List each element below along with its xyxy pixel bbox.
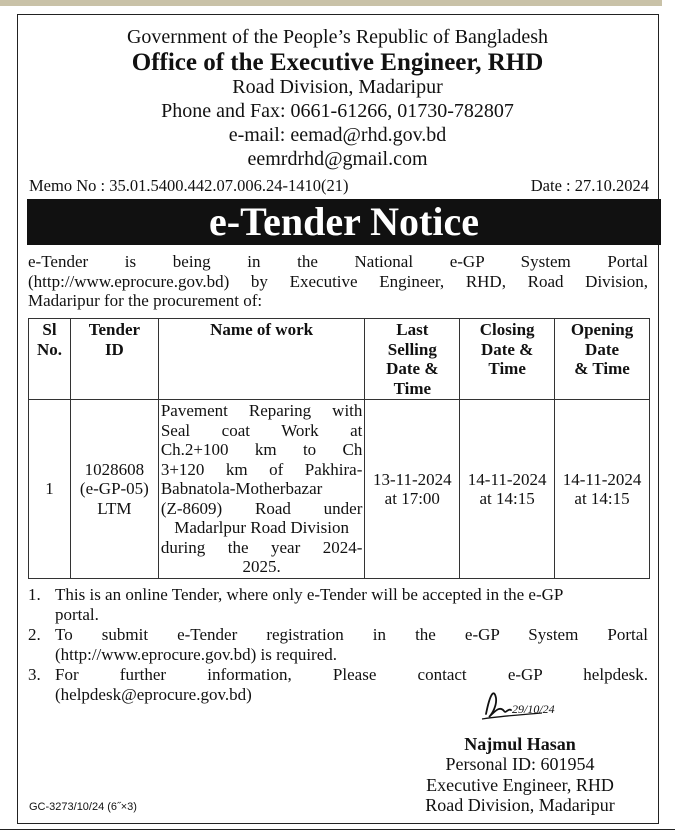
header-closing (460, 319, 555, 400)
intro-line: (http://www.eprocure.gov.bd) by Executive Engineer, RHD, Road Division, (28, 271, 648, 291)
header-text: & Time (574, 359, 630, 378)
cell-text: Madarlpur Road Division (174, 518, 349, 538)
header-text: Closing (479, 320, 535, 339)
cell-text: (e-GP-05) (79, 479, 149, 499)
email-line: e-mail: eemad@rhd.gov.bd (228, 124, 447, 146)
cell-text: during the year 2024- (160, 537, 363, 557)
cell-last-selling (365, 400, 460, 579)
memo-number: Memo No : 35.01.5400.442.07.006.24-1410(21) (29, 176, 349, 195)
cell-text: Babnatola-Motherbazar (160, 479, 323, 499)
header-text: Time (393, 378, 432, 398)
note-text: (http://www.eprocure.gov.bd) is required. (55, 644, 337, 664)
table-header-row (29, 319, 650, 400)
cell-text: Ch.2+100 km to Ch (160, 440, 363, 460)
header-text: Selling (387, 339, 437, 359)
office-title: Office of the Executive Engineer, RHD (131, 49, 544, 76)
cell-text: LTM (97, 498, 132, 518)
header-text: ID (104, 339, 124, 359)
note-text: To submit e-Tender registration in the e-GP System Portal (55, 625, 648, 644)
header-text: No. (36, 339, 62, 359)
intro-paragraph (28, 252, 648, 311)
cell-closing (460, 400, 555, 579)
header-text: Sl (42, 320, 57, 339)
intro-line: e-Tender is being in the National e-GP System Portal (28, 252, 648, 271)
header-name-of-work (158, 319, 365, 400)
header-text: Date & (480, 339, 534, 359)
note-number: 2. (28, 625, 41, 644)
header-text: Date (585, 339, 620, 359)
cell-opening (555, 400, 650, 579)
intro-line: Madaripur for the procurement of: (28, 291, 263, 310)
cell-text: 3+120 km of Pakhira- (160, 459, 363, 479)
signature (480, 684, 560, 728)
cell-text: Pavement Reparing with (160, 401, 363, 421)
note-text: (helpdesk@eprocure.gov.bd) (55, 684, 252, 704)
header-text: Date & (386, 359, 439, 378)
header-text: Name of work (210, 320, 314, 339)
cell-text: at 14:15 (574, 489, 630, 508)
cell-text: at 14:15 (479, 489, 535, 508)
signer-personal-id: Personal ID: 601954 (445, 754, 595, 774)
top-border (0, 0, 662, 6)
note-text: portal. (55, 604, 99, 624)
signature-date: 29/10/24 (512, 702, 555, 716)
note-number: 3. (28, 665, 41, 684)
cell-sl: 1 (29, 400, 71, 579)
table-row (29, 400, 650, 579)
footer-code: GC-3273/10/24 (6˝×3) (29, 801, 137, 813)
cell-text: at 17:00 (384, 489, 440, 508)
signer-name: Najmul Hasan (464, 734, 576, 754)
tender-table (28, 318, 650, 579)
note-text: For further information, Please contact e-GP helpdesk. (55, 665, 648, 684)
header-tender-id (70, 319, 158, 400)
division-line: Road Division, Madaripur (232, 76, 443, 98)
signer-division: Road Division, Madaripur (425, 795, 615, 815)
list-item (28, 625, 648, 664)
cell-text: 14-11-2024 (467, 469, 547, 489)
signer-designation: Executive Engineer, RHD (426, 775, 614, 795)
email-line-2: eemrdrhd@gmail.com (247, 148, 428, 170)
header-text: Opening (570, 320, 634, 339)
cell-text: 2025. (242, 557, 281, 577)
cell-text: 13-11-2024 (372, 469, 452, 489)
header-opening (555, 319, 650, 400)
note-number: 1. (28, 585, 41, 604)
notice-banner: e-Tender Notice (27, 199, 661, 245)
header-text: Tender (88, 320, 141, 339)
header-sl (29, 319, 71, 400)
header-text: Last (396, 320, 429, 339)
cell-name-of-work (158, 400, 365, 579)
cell-text: (Z-8609) Road under (160, 498, 363, 518)
cell-text: Seal coat Work at (160, 420, 363, 440)
phone-line: Phone and Fax: 0661-61266, 01730-782807 (161, 100, 514, 122)
list-item (28, 585, 648, 624)
cell-text: 1028608 (84, 459, 145, 479)
memo-date: Date : 27.10.2024 (530, 176, 649, 195)
header-last-selling (365, 319, 460, 400)
cell-text: 14-11-2024 (562, 469, 642, 489)
header-text: Time (488, 359, 526, 378)
government-title: Government of the People’s Republic of Bangladesh (126, 26, 548, 48)
note-text: This is an online Tender, where only e-Tender will be accepted in the e-GP (55, 585, 564, 604)
cell-tender-id (70, 400, 158, 579)
